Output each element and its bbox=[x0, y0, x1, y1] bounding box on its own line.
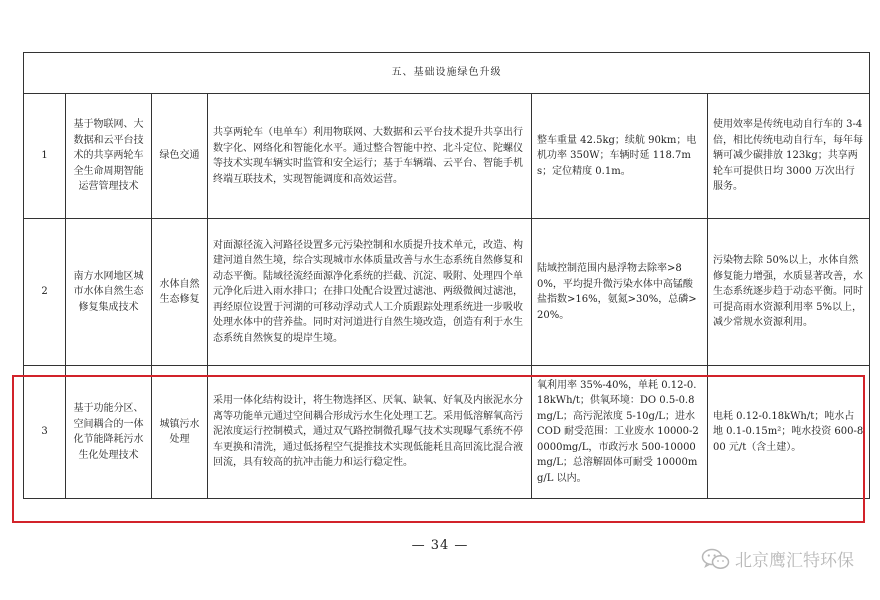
row-number: 1 bbox=[24, 94, 66, 219]
technology-spec: 陆域控制范围内悬浮物去除率>80%，平均提升微污染水体中高锰酸盐指数>16%，氨氮>30%，总磷>20%。 bbox=[532, 219, 708, 366]
technology-category: 水体自然生态修复 bbox=[152, 219, 208, 366]
technology-category: 绿色交通 bbox=[152, 94, 208, 219]
technology-category: 城镇污水处理 bbox=[152, 366, 208, 499]
technology-spec: 整车重量 42.5kg；续航 90km；电机功率 350W；车辆时延 118.7ms；定位精度 0.1m。 bbox=[532, 94, 708, 219]
row-number: 2 bbox=[24, 219, 66, 366]
technology-description: 对面源径流入河路径设置多元污染控制和水质提升技术单元，改造、构建河道自然生境，综合实现城市水体质量改善与水生态系统自然修复和动态平衡。陆域径流经面源净化系统的拦截、沉淀、吸附、处理四个单元净化后进入雨水排口；在排口处配合设置过滤池、两级微阀过滤池，再经原位设置于河湖的可移动浮动式人工介质跟踪处理系统进一步吸收处理水体中的营养盐。同时对河道进行自然生境改造，创造有利于水生态系统自然恢复的堤岸生境。 bbox=[208, 219, 532, 366]
technology-description: 采用一体化结构设计，将生物选择区、厌氧、缺氧、好氧及内嵌泥水分离等功能单元通过空间耦合形成污水生化处理工艺。采用低溶解氧高污泥浓度运行控制模式，通过双气路控制微孔曝气技术实现曝气系统不停车更换和清洗，通过低扬程空气提推技术实现低能耗且高回流比混合液回流，具有较高的抗冲击能力和运行稳定性。 bbox=[208, 366, 532, 499]
table-row bbox=[24, 94, 870, 219]
technology-name: 基于物联网、大数据和云平台技术的共享两轮车全生命周期智能运营管理技术 bbox=[66, 94, 152, 219]
wechat-icon bbox=[701, 547, 731, 571]
section-title: 五、基础设施绿色升级 bbox=[24, 53, 870, 94]
technology-name: 基于功能分区、空间耦合的一体化节能降耗污水生化处理技术 bbox=[66, 366, 152, 499]
row-number: 3 bbox=[24, 366, 66, 499]
technology-benefit: 污染物去除 50%以上，水体自然修复能力增强，水质显著改善，水生态系统逐步趋于动态平衡。同时可提高雨水资源利用率 5%以上，减少常规水资源利用。 bbox=[708, 219, 870, 366]
table-row bbox=[24, 219, 870, 366]
table-row bbox=[24, 366, 870, 499]
watermark bbox=[701, 546, 854, 571]
technology-benefit: 电耗 0.12-0.18kWh/t；吨水占地 0.1-0.15m²；吨水投资 600-800 元/t（含土建）。 bbox=[708, 366, 870, 499]
technology-description: 共享两轮车（电单车）利用物联网、大数据和云平台技术提升共享出行数字化、网络化和智能化水平。通过整合智能中控、北斗定位、陀螺仪等技术实现车辆实时监管和安全运行；基于车辆端、云平台、智能手机终端互联技术，实现智能调度和高效运营。 bbox=[208, 94, 532, 219]
technology-benefit: 使用效率是传统电动自行车的 3-4 倍，相比传统电动自行车，每年每辆可减少碳排放 123kg；共享两轮车可提供日均 3000 万次出行服务。 bbox=[708, 94, 870, 219]
technology-spec: 氧利用率 35%-40%，单耗 0.12-0.18kWh/t；供氧环境：DO 0.5-0.8mg/L；高污泥浓度 5-10g/L；进水 COD 耐受范围：工业废水 10000-20000mg/L，市政污水 500-10000mg/L；总溶解固体可耐受 10000mg/L 以内。 bbox=[532, 366, 708, 499]
technology-name: 南方水网地区城市水体自然生态修复集成技术 bbox=[66, 219, 152, 366]
technology-table bbox=[23, 52, 870, 499]
section-header-row bbox=[24, 53, 870, 94]
page-number: — 34 — bbox=[411, 538, 469, 553]
watermark-text: 北京鹰汇特环保 bbox=[735, 551, 854, 571]
